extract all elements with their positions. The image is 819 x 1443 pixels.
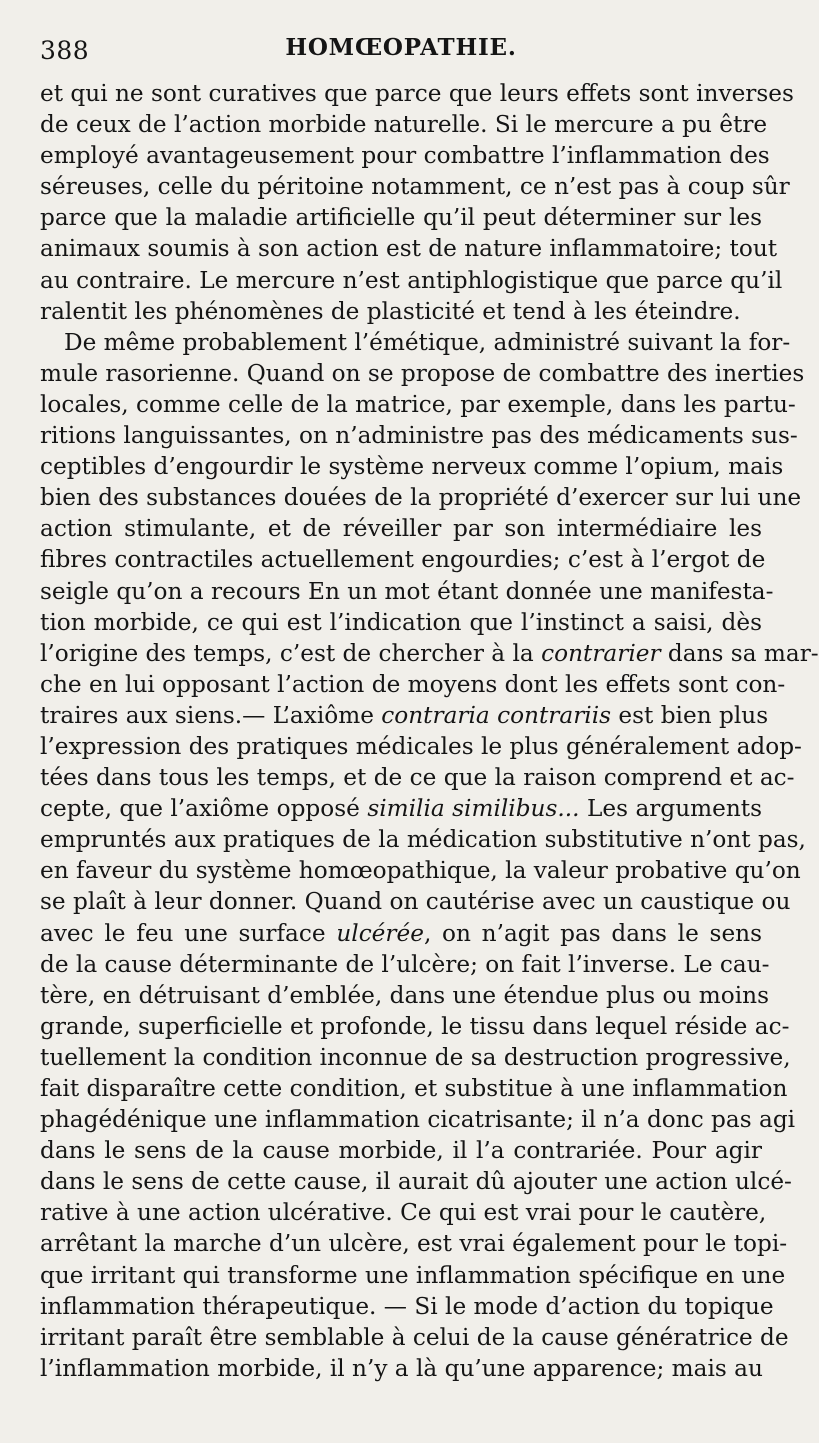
text-line: parce que la maladie artificielle qu’il peut déterminer sur les <box>40 204 762 232</box>
text-line: se plaît à leur donner. Quand on cautérise avec un caustique ou <box>40 888 791 916</box>
text-line: seigle qu’on a recours En un mot étant donnée une manifesta- <box>40 577 774 605</box>
text-line: séreuses, celle du péritoine notamment, ce n’est pas à coup sûr <box>40 173 790 201</box>
text-line: empruntés aux pratiques de la médication substitutive n’ont pas, <box>40 826 806 854</box>
text-line: que irritant qui transforme une inflammation spécifique en une <box>40 1261 786 1289</box>
text-line: avec le feu une surface ulcérée, on n’agit pas dans le sens <box>40 919 763 947</box>
text-line: phagédénique une inflammation cicatrisante; il n’a donc pas agi <box>40 1106 796 1134</box>
text-line: tère, en détruisant d’emblée, dans une étendue plus ou moins <box>40 981 769 1009</box>
text-line: cepte, que l’axiôme opposé similia similibus... Les arguments <box>40 795 762 823</box>
text-line: et qui ne sont curatives que parce que leurs effets sont inverses <box>40 80 794 107</box>
text-line: dans le sens de la cause morbide, il l’a contrariée. Pour agir <box>40 1137 762 1165</box>
text-line: tion morbide, ce qui est l’indication que l’instinct a saisi, dès <box>40 608 762 636</box>
text-line: tuellement la condition inconnue de sa destruction progressive, <box>40 1043 791 1071</box>
page-number: 388 <box>40 36 90 65</box>
text-line: de la cause déterminante de l’ulcère; on fait l’inverse. Le cau- <box>40 950 770 978</box>
running-head: HOMŒOPATHIE. <box>285 34 517 61</box>
text-line: irritant paraît être semblable à celui de la cause génératrice de <box>40 1323 789 1351</box>
text-line: ceptibles d’engourdir le système nerveux comme l’opium, mais <box>40 453 784 481</box>
text-line: traires aux siens.— L’axiôme contraria contrariis est bien plus <box>40 701 769 729</box>
text-line: grande, superficielle et profonde, le tissu dans lequel réside ac- <box>40 1012 790 1040</box>
text-line: en faveur du système homœopathique, la valeur probative qu’on <box>40 857 801 885</box>
text-line: dans le sens de cette cause, il aurait dû ajouter une action ulcé- <box>40 1168 792 1196</box>
text-line: che en lui opposant l’action de moyens dont les effets sont con- <box>40 670 786 698</box>
text-line: arrêtant la marche d’un ulcère, est vrai également pour le topi- <box>40 1230 788 1258</box>
text-line: l’inflammation morbide, il n’y a là qu’une apparence; mais au <box>40 1354 763 1382</box>
text-line: mule rasorienne. Quand on se propose de combattre des inerties <box>40 359 805 387</box>
text-line: animaux soumis à son action est de nature inflammatoire; tout <box>40 235 778 263</box>
text-line: de ceux de l’action morbide naturelle. Si le mercure a pu être <box>40 111 768 139</box>
text-line: ritions languissantes, on n’administre pas des médicaments sus- <box>40 422 798 450</box>
body-text <box>40 78 819 1384</box>
text-line: l’expression des pratiques médicales le plus généralement adop- <box>40 732 802 760</box>
text-line: De même probablement l’émétique, administré suivant la for- <box>64 328 791 356</box>
text-line: ralentit les phénomènes de plasticité et tend à les éteindre. <box>40 297 741 325</box>
text-line: employé avantageusement pour combattre l’inflammation des <box>40 142 770 170</box>
page-header <box>40 30 762 78</box>
text-line: bien des substances douées de la propriété d’exercer sur lui une <box>40 484 802 512</box>
text-line: fibres contractiles actuellement engourdies; c’est à l’ergot de <box>40 546 766 574</box>
text-line: action stimulante, et de réveiller par son intermédiaire les <box>40 515 762 543</box>
text-line: l’origine des temps, c’est de chercher à la contrarier dans sa mar- <box>40 639 819 667</box>
text-line: inflammation thérapeutique. — Si le mode d’action du topique <box>40 1292 774 1320</box>
text-line: locales, comme celle de la matrice, par exemple, dans les partu- <box>40 390 796 418</box>
text-line: au contraire. Le mercure n’est antiphlogistique que parce qu’il <box>40 266 783 294</box>
text-line: fait disparaître cette condition, et substitue à une inflammation <box>40 1075 788 1102</box>
text-line: tées dans tous les temps, et de ce que la raison comprend et ac- <box>40 764 795 792</box>
text-line: rative à une action ulcérative. Ce qui est vrai pour le cautère, <box>40 1199 767 1227</box>
